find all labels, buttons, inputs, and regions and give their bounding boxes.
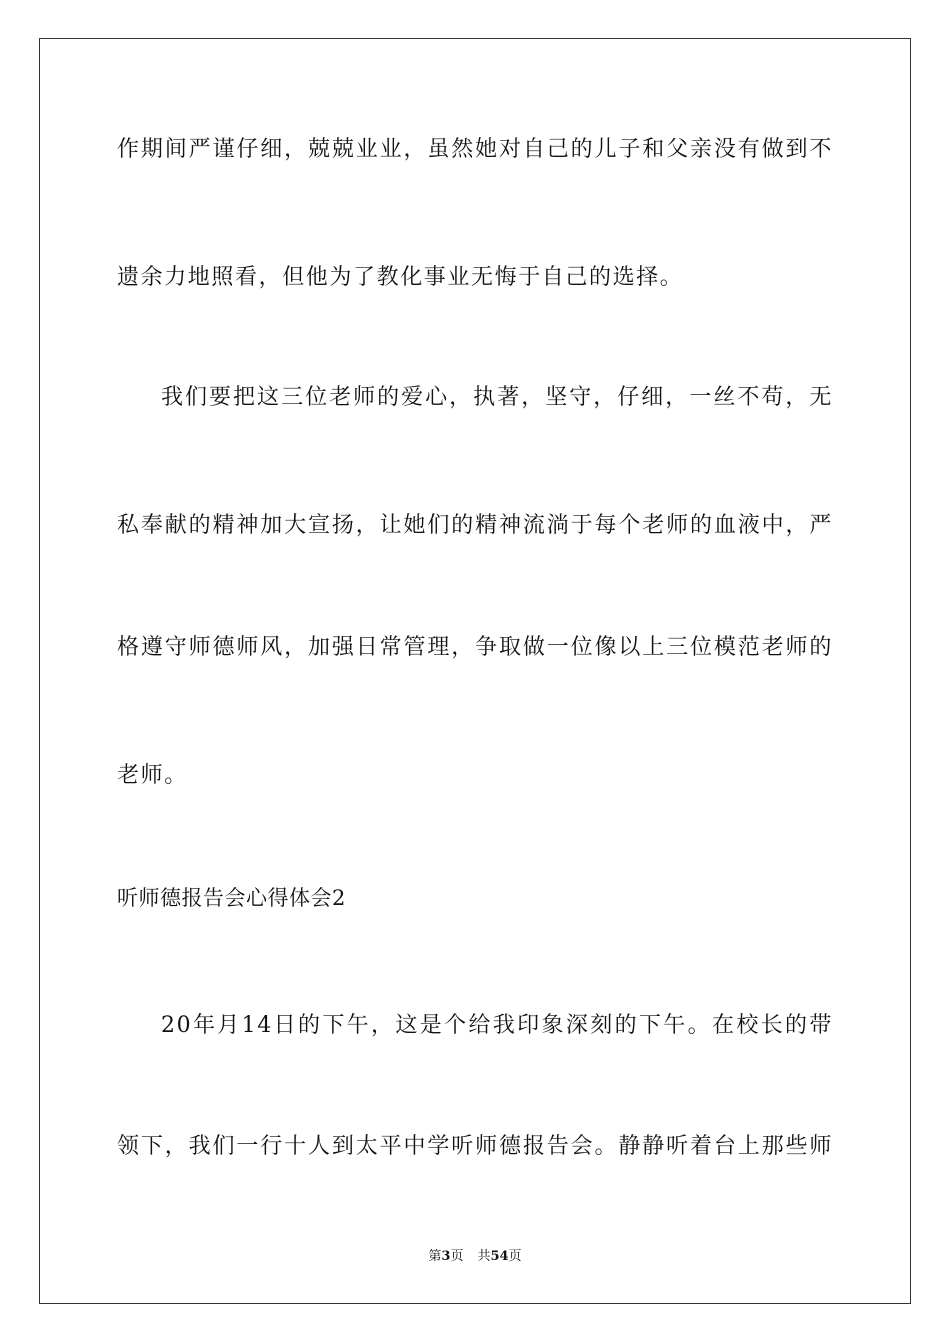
page-footer [0, 1248, 950, 1266]
footer-total-pages: 54 [490, 1249, 509, 1264]
body-line-1: 作期间严谨仔细，兢兢业业，虽然她对自己的儿子和父亲没有做到不 [117, 137, 833, 162]
body-line-6: 老师。 [117, 763, 188, 788]
footer-total-suffix: 页 [508, 1249, 522, 1264]
footer-page-prefix: 第 [428, 1249, 442, 1264]
body-line-8: 领下，我们一行十人到太平中学听师德报告会。静静听着台上那些师 [117, 1134, 833, 1159]
footer-total-prefix: 共 [477, 1249, 491, 1264]
body-line-7: 20年月14日的下午，这是个给我印象深刻的下午。在校长的带 [161, 1013, 833, 1038]
body-line-5: 格遵守师德师风，加强日常管理，争取做一位像以上三位模范老师的 [117, 635, 833, 660]
footer-page-number: 3 [441, 1249, 451, 1264]
body-line-4: 私奉献的精神加大宣扬，让她们的精神流淌于每个老师的血液中，严 [117, 513, 833, 538]
body-line-2: 遗余力地照看，但他为了教化事业无悔于自己的选择。 [117, 265, 684, 290]
section-heading: 听师德报告会心得体会2 [117, 886, 346, 910]
page-border [39, 38, 911, 1304]
body-line-3: 我们要把这三位老师的爱心，执著，坚守，仔细，一丝不苟，无 [161, 385, 833, 410]
footer-page-suffix: 页 [450, 1249, 464, 1264]
